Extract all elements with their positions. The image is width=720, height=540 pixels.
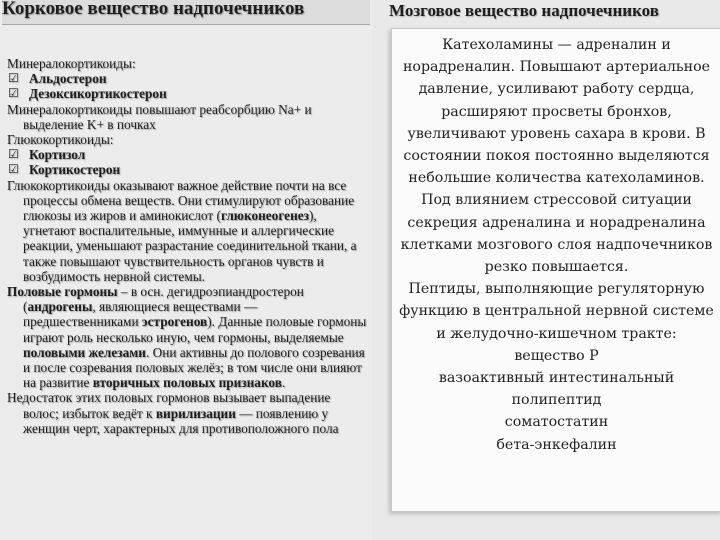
medulla-title: Мозговое вещество надпочечников — [389, 1, 659, 20]
peptides-text: Пептиды, выполняющие регуляторную функцию в центральной нервной системе и желудочно-кишечном тракте: — [399, 281, 714, 342]
medulla-panel — [391, 28, 720, 512]
substance-p-text: вещество P — [514, 347, 599, 364]
gonads-term: половыми железами — [23, 344, 146, 360]
vip-text: вазоактивный интестинальный полипептид — [438, 370, 675, 409]
sex-text-4: . Они активны до полового созревания и после созревания половых желёз; в том числе они влияют на развитие — [23, 344, 365, 391]
gluconeogenesis-term: глюконеогенез — [220, 208, 309, 224]
somatostatin-text: соматостатин — [504, 414, 609, 431]
aldosterone-label: Альдостерон — [29, 71, 107, 87]
estrogens-term: эстрогенов — [141, 314, 208, 330]
bullet-corticosterone — [7, 162, 369, 177]
cortisol-label: Кортизол — [29, 147, 86, 163]
mineralocorticoids-header: Минералокортикоиды: — [7, 56, 136, 71]
sex-hormones-term: Половые гормоны — [7, 284, 118, 300]
secondary-traits-term: вторичных половых признаков — [92, 375, 282, 391]
mineralo-effect-text: Минералокортикоиды повышают реабсорбцию Na+ и выделение K+ в почках — [7, 101, 312, 132]
deoxycorticosterone-label: Дезоксикортикостерон — [29, 86, 167, 102]
deficit-text-2: — появлению у женщин черт, характерных для противоположного пола — [23, 405, 339, 436]
deficit-paragraph — [7, 390, 369, 436]
gluco-effect-text: Глюкокортикоиды оказывают важное действие почти на все процессы обмена веществ. Они стимулируют образование глюкозы из жиров и аминокислот ( — [7, 177, 355, 224]
virilization-term: вирилизации — [155, 405, 236, 421]
checkbox-icon: ☑ — [8, 71, 19, 86]
bullet-cortisol — [7, 147, 369, 162]
sex-text-3: ). Данные половые гормоны играют роль несколько иную, чем гормоны, выделяемые — [23, 314, 367, 345]
medulla-body — [392, 29, 720, 456]
bullet-deoxycorticosterone — [7, 86, 369, 101]
cortex-body — [7, 56, 369, 436]
enkephalin-text: бета-энкефалин — [496, 436, 617, 453]
corticosterone-label: Кортикостерон — [29, 162, 121, 178]
gluco-effect-paragraph — [7, 178, 369, 284]
bullet-aldosterone — [7, 71, 369, 86]
glucocorticoids-header: Глюкокортикоиды: — [7, 132, 114, 148]
gluco-effect-text-2: ), угнетают воспалительные, иммунные и аллергические реакции, уменьшают разрастание соединительной ткани, а также повышают чувствительность органов чувств и возбудимость нервной системы. — [23, 208, 357, 284]
sex-text-5: . — [281, 375, 286, 391]
checkbox-icon: ☑ — [8, 86, 19, 101]
sex-text-2: , являющиеся веществами — предшественниками — [23, 299, 258, 330]
checkbox-icon: ☑ — [8, 147, 19, 162]
sex-text-1: – в осн. дегидроэпиандростерон ( — [23, 284, 304, 315]
catecholamines-text: Катехоламины — адреналин и норадреналин. Повышают артериальное давление, усиливают работу сердца, расширяют просветы бронхов, увеличивают уровень сахара в крови. В состоянии покоя постоянно выделяются небольшие количества катехоламинов. Под влиянием стрессовой ситуации секреция адреналина и норадреналина клетками мозгового слоя надпочечников резко повышается. — [400, 37, 713, 276]
cortex-title: Корковое вещество надпочечников — [2, 0, 370, 25]
androgens-term: андрогены — [27, 299, 93, 315]
checkbox-icon: ☑ — [8, 162, 19, 177]
sex-hormones-paragraph — [7, 284, 369, 390]
deficit-text: Недостаток этих половых гормонов вызывает выпадение волос; избыток ведёт к — [7, 390, 331, 421]
